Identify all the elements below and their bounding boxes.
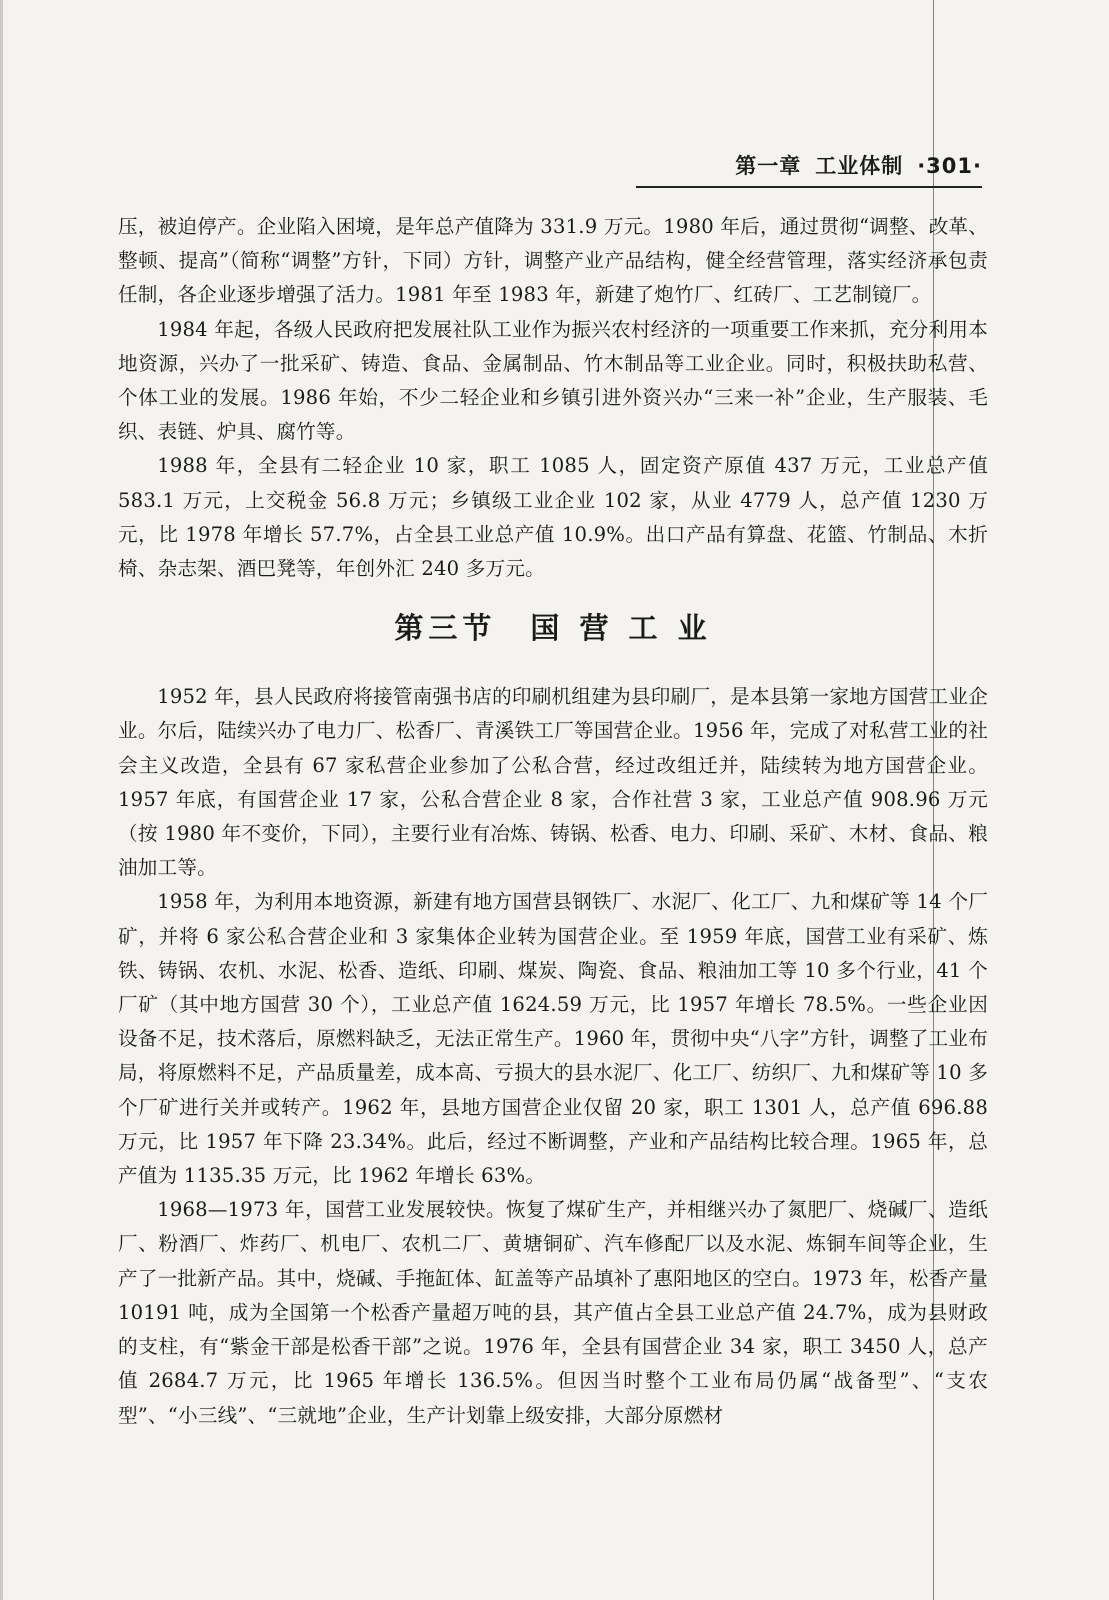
paragraph: 1988 年，全县有二轻企业 10 家，职工 1085 人，固定资产原值 437 万元，工业总产值 583.1 万元，上交税金 56.8 万元；乡镇级工业企业 102 家，从业 4779 人，总产值 1230 万元，比 1978 年增长 57.7%，占全县工业总产值 10.9%。出口产品有算盘、花篮、竹制品、木折椅、杂志架、酒巴凳等，年创外汇 240 多万元。 [118, 454, 988, 581]
paragraph: 压，被迫停产。企业陷入困境，是年总产值降为 331.9 万元。1980 年后，通过贯彻“调整、改革、整顿、提高”（简称“调整”方针，下同）方针，调整产业产品结构，健全经营管理，落实经济承包责任制，各企业逐步增强了活力。1981 年至 1983 年，新建了炮竹厂、红砖厂、工艺制镜厂。 [118, 215, 988, 307]
chapter-title: 工业体制 [815, 154, 904, 178]
chapter-label: 第一章 [735, 154, 802, 178]
page-number: ·301· [917, 154, 982, 178]
running-header [636, 148, 982, 188]
paragraph: 1984 年起，各级人民政府把发展社队工业作为振兴农村经济的一项重要工作来抓，充分利用本地资源，兴办了一批采矿、铸造、食品、金属制品、竹木制品等工业企业。同时，积极扶助私营、个体工业的发展。1986 年始，不少二轻企业和乡镇引进外资兴办“三来一补”企业，生产服装、毛织、表链、炉具、腐竹等。 [118, 317, 988, 444]
page-edge-shadow [0, 0, 3, 1600]
paragraph: 1952 年，县人民政府将接管南强书店的印刷机组建为县印刷厂，是本县第一家地方国营工业企业。尔后，陆续兴办了电力厂、松香厂、青溪铁工厂等国营企业。1956 年，完成了对私营工业的社会主义改造，全县有 67 家私营企业参加了公私合营，经过改组迁并，陆续转为地方国营企业。1957 年底，有国营企业 17 家，公私合营企业 8 家，合作社营 3 家，工业总产值 908.96 万元（按 1980 年不变价，下同），主要行业有冶炼、铸锅、松香、电力、印刷、采矿、木材、食品、粮油加工等。 [118, 685, 988, 880]
page-body [118, 210, 988, 1433]
section-heading: 第三节 国 营 工 业 [394, 611, 712, 646]
paragraph: 1958 年，为利用本地资源，新建有地方国营县钢铁厂、水泥厂、化工厂、九和煤矿等 14 个厂矿，并将 6 家公私合营企业和 3 家集体企业转为国营企业。至 1959 年底，国营工业有采矿、炼铁、铸锅、农机、水泥、松香、造纸、印刷、煤炭、陶瓷、食品、粮油加工等 10 多个行业，41 个厂矿（其中地方国营 30 个），工业总产值 1624.59 万元，比 1957 年增长 78.5%。一些企业因设备不足，技术落后，原燃料缺乏，无法正常生产。1960 年，贯彻中央“八字”方针，调整了工业布局，将原燃料不足，产品质量差，成本高、亏损大的县水泥厂、化工厂、纺织厂、九和煤矿等 10 多个厂矿进行关并或转产。1962 年，县地方国营企业仅留 20 家，职工 1301 人，总产值 696.88 万元，比 1957 年下降 23.34%。此后，经过不断调整，产业和产品结构比较合理。1965 年，总产值为 1135.35 万元，比 1962 年增长 63%。 [118, 890, 988, 1188]
paragraph: 1968—1973 年，国营工业发展较快。恢复了煤矿生产，并相继兴办了氮肥厂、烧碱厂、造纸厂、粉酒厂、炸药厂、机电厂、农机二厂、黄塘铜矿、汽车修配厂以及水泥、炼铜车间等企业，生产了一批新产品。其中，烧碱、手拖缸体、缸盖等产品填补了惠阳地区的空白。1973 年，松香产量 10191 吨，成为全国第一个松香产量超万吨的县，其产值占全县工业总产值 24.7%，成为县财政的支柱，有“紫金干部是松香干部”之说。1976 年，全县有国营企业 34 家，职工 3450 人，总产值 2684.7 万元，比 1965 年增长 136.5%。但因当时整个工业布局仍属“战备型”、“支农型”、“小三线”、“三就地”企业，生产计划靠上级安排，大部分原燃材 [118, 1198, 988, 1427]
